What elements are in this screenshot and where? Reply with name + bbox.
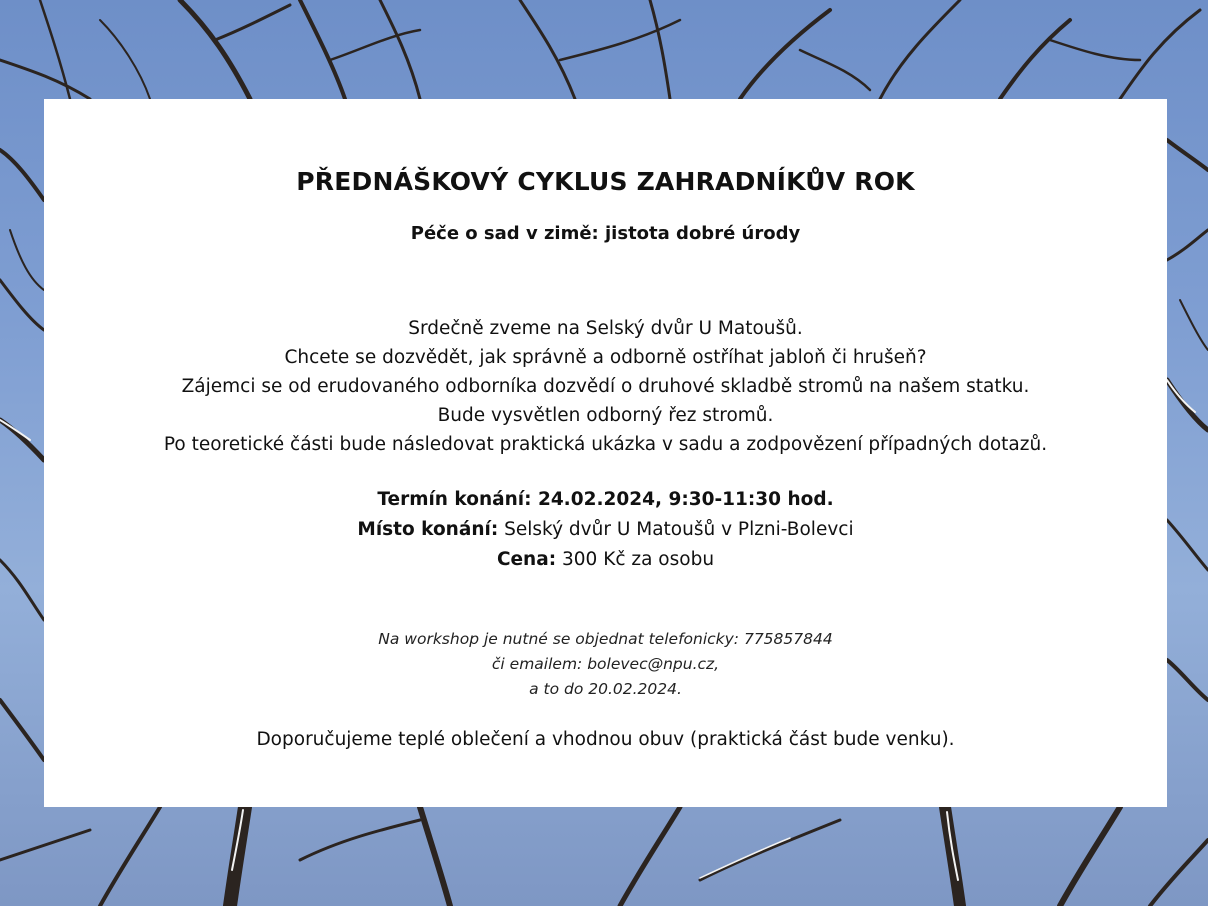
- intro-line: Bude vysvětlen odborný řez stromů.: [437, 405, 774, 426]
- note-line: Na workshop je nutné se objednat telefonicky: 775857844: [378, 630, 833, 648]
- place-value: Selský dvůr U Matoušů v Plzni-Bolevci: [498, 519, 854, 540]
- registration-note: [44, 627, 1167, 702]
- price-label: Cena:: [496, 549, 557, 570]
- event-place: [44, 515, 1167, 545]
- invitation-card: [44, 99, 1167, 807]
- intro-line: Chcete se dozvědět, jak správně a odborně ostříhat jabloň či hrušeň?: [284, 347, 927, 368]
- event-details: [44, 485, 1167, 575]
- note-line: či emailem: bolevec@npu.cz,: [491, 655, 720, 673]
- clothing-tip: Doporučujeme teplé oblečení a vhodnou obuv (praktická část bude venku).: [256, 729, 955, 750]
- place-label: Místo konání:: [357, 519, 499, 540]
- intro-line: Zájemci se od erudovaného odborníka dozvědí o druhové skladbě stromů na našem statku.: [181, 376, 1030, 397]
- intro-paragraph: [44, 314, 1167, 459]
- event-price: [44, 545, 1167, 575]
- page-title: PŘEDNÁŠKOVÝ CYKLUS ZAHRADNÍKŮV ROK: [296, 167, 915, 196]
- event-date: Termín konání: 24.02.2024, 9:30-11:30 hod.: [377, 489, 834, 510]
- intro-line: Po teoretické části bude následovat praktická ukázka v sadu a zodpovězení případných dotazů.: [163, 434, 1048, 455]
- note-line: a to do 20.02.2024.: [529, 680, 682, 698]
- intro-line: Srdečně zveme na Selský dvůr U Matoušů.: [408, 318, 803, 339]
- price-value: 300 Kč za osobu: [556, 549, 715, 570]
- subtitle: Péče o sad v zimě: jistota dobré úrody: [410, 223, 801, 244]
